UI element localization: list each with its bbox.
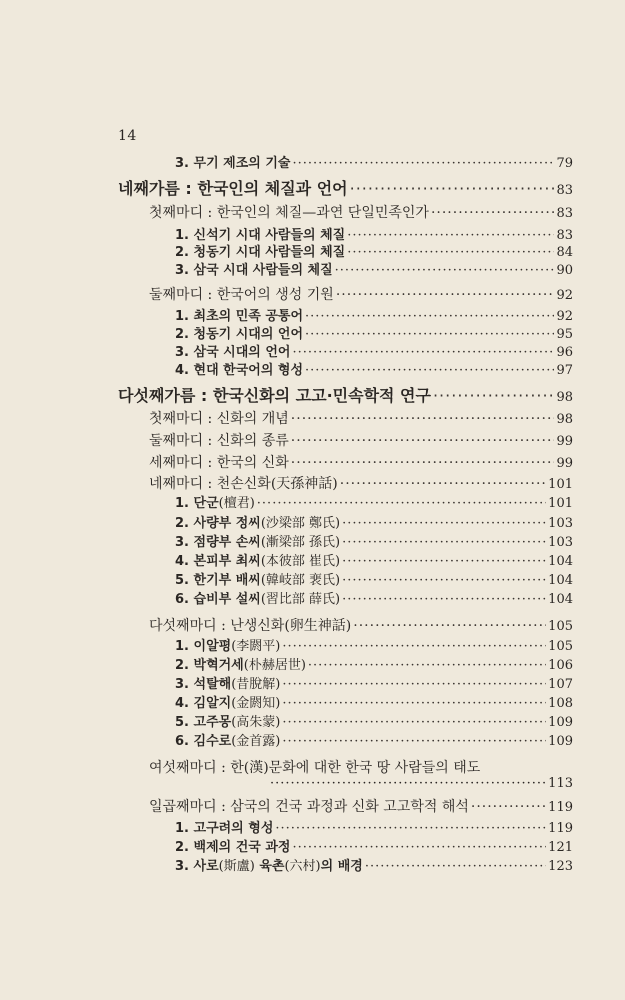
page-number: 14 — [118, 128, 137, 144]
toc-chapter: 둘째마디 : 신화의 종류 ····· 99 — [149, 434, 573, 448]
toc-part-heading: 네째가름 : 한국인의 체질과 언어 ····· 83 — [118, 181, 573, 197]
toc-entry: 3. 무기 제조의 기술 ····· 79 — [175, 157, 573, 170]
toc-entry: 2. 청동기 시대의 언어 ····· 95 — [175, 328, 573, 341]
toc-part-heading: 다섯째가름 : 한국신화의 고고·민속학적 연구 ····· 98 — [118, 388, 573, 404]
toc-chapter: 일곱째마디 : 삼국의 건국 과정과 신화 고고학적 해석 ····· 119 — [149, 800, 573, 814]
toc-entry: 3. 삼국 시대의 언어 ····· 96 — [175, 346, 573, 359]
toc-chapter: 여섯째마디 : 한(漢)문화에 대한 한국 땅 사람들의 태도 — [149, 760, 481, 776]
toc-entry: 3. 사로(斯盧) 육촌(六村)의 배경 ····· 123 — [175, 860, 573, 873]
toc-chapter: 다섯째마디 : 난생신화(卵生神話) ····· 105 — [149, 619, 573, 633]
toc-entry: 2. 청동기 시대 사람들의 체질 ····· 84 — [175, 246, 573, 259]
toc-chapter-continuation: ····· 113 — [270, 776, 573, 791]
toc-entry: 1. 이알평(李閼平) ····· 105 — [175, 640, 573, 653]
toc-entry: 4. 본피부 최씨(本彼部 崔氏) ····· 104 — [175, 555, 573, 568]
toc-chapter: 네째마디 : 천손신화(天孫神話) ····· 101 — [149, 477, 573, 491]
toc-entry: 4. 김알지(金閼知) ····· 108 — [175, 697, 573, 710]
toc-entry: 5. 한기부 배씨(韓岐部 裵氏) ····· 104 — [175, 574, 573, 587]
toc-chapter: 첫째마디 : 한국인의 체질—과연 단일민족인가 ····· 83 — [149, 206, 573, 220]
toc-entry: 2. 사량부 정씨(沙梁部 鄭氏) ····· 103 — [175, 517, 573, 530]
toc-entry: 5. 고주몽(高朱蒙) ····· 109 — [175, 716, 573, 729]
toc-entry: 1. 최초의 민족 공통어 ····· 92 — [175, 310, 573, 323]
toc-entry: 3. 석탈해(昔脫解) ····· 107 — [175, 678, 573, 691]
toc-entry: 3. 점량부 손씨(漸梁部 孫氏) ····· 103 — [175, 536, 573, 549]
toc-chapter: 둘째마디 : 한국어의 생성 기원 ····· 92 — [149, 288, 573, 302]
toc-entry: 4. 현대 한국어의 형성 ····· 97 — [175, 364, 573, 377]
toc-entry: 2. 박혁거세(朴赫居世) ····· 106 — [175, 659, 573, 672]
toc-entry: 1. 고구려의 형성 ····· 119 — [175, 822, 573, 835]
toc-entry: 6. 김수로(金首露) ····· 109 — [175, 735, 573, 748]
toc-entry: 3. 삼국 시대 사람들의 체질 ····· 90 — [175, 264, 573, 277]
toc-entry: 2. 백제의 건국 과정 ····· 121 — [175, 841, 573, 854]
toc-entry: 6. 습비부 설씨(習比部 薛氏) ····· 104 — [175, 593, 573, 606]
toc-entry: 1. 신석기 시대 사람들의 체질 ····· 83 — [175, 229, 573, 242]
toc-chapter: 첫째마디 : 신화의 개념 ····· 98 — [149, 412, 573, 426]
toc-entry: 1. 단군(檀君) ····· 101 — [175, 497, 573, 510]
toc-chapter: 세째마디 : 한국의 신화 ····· 99 — [149, 456, 573, 470]
